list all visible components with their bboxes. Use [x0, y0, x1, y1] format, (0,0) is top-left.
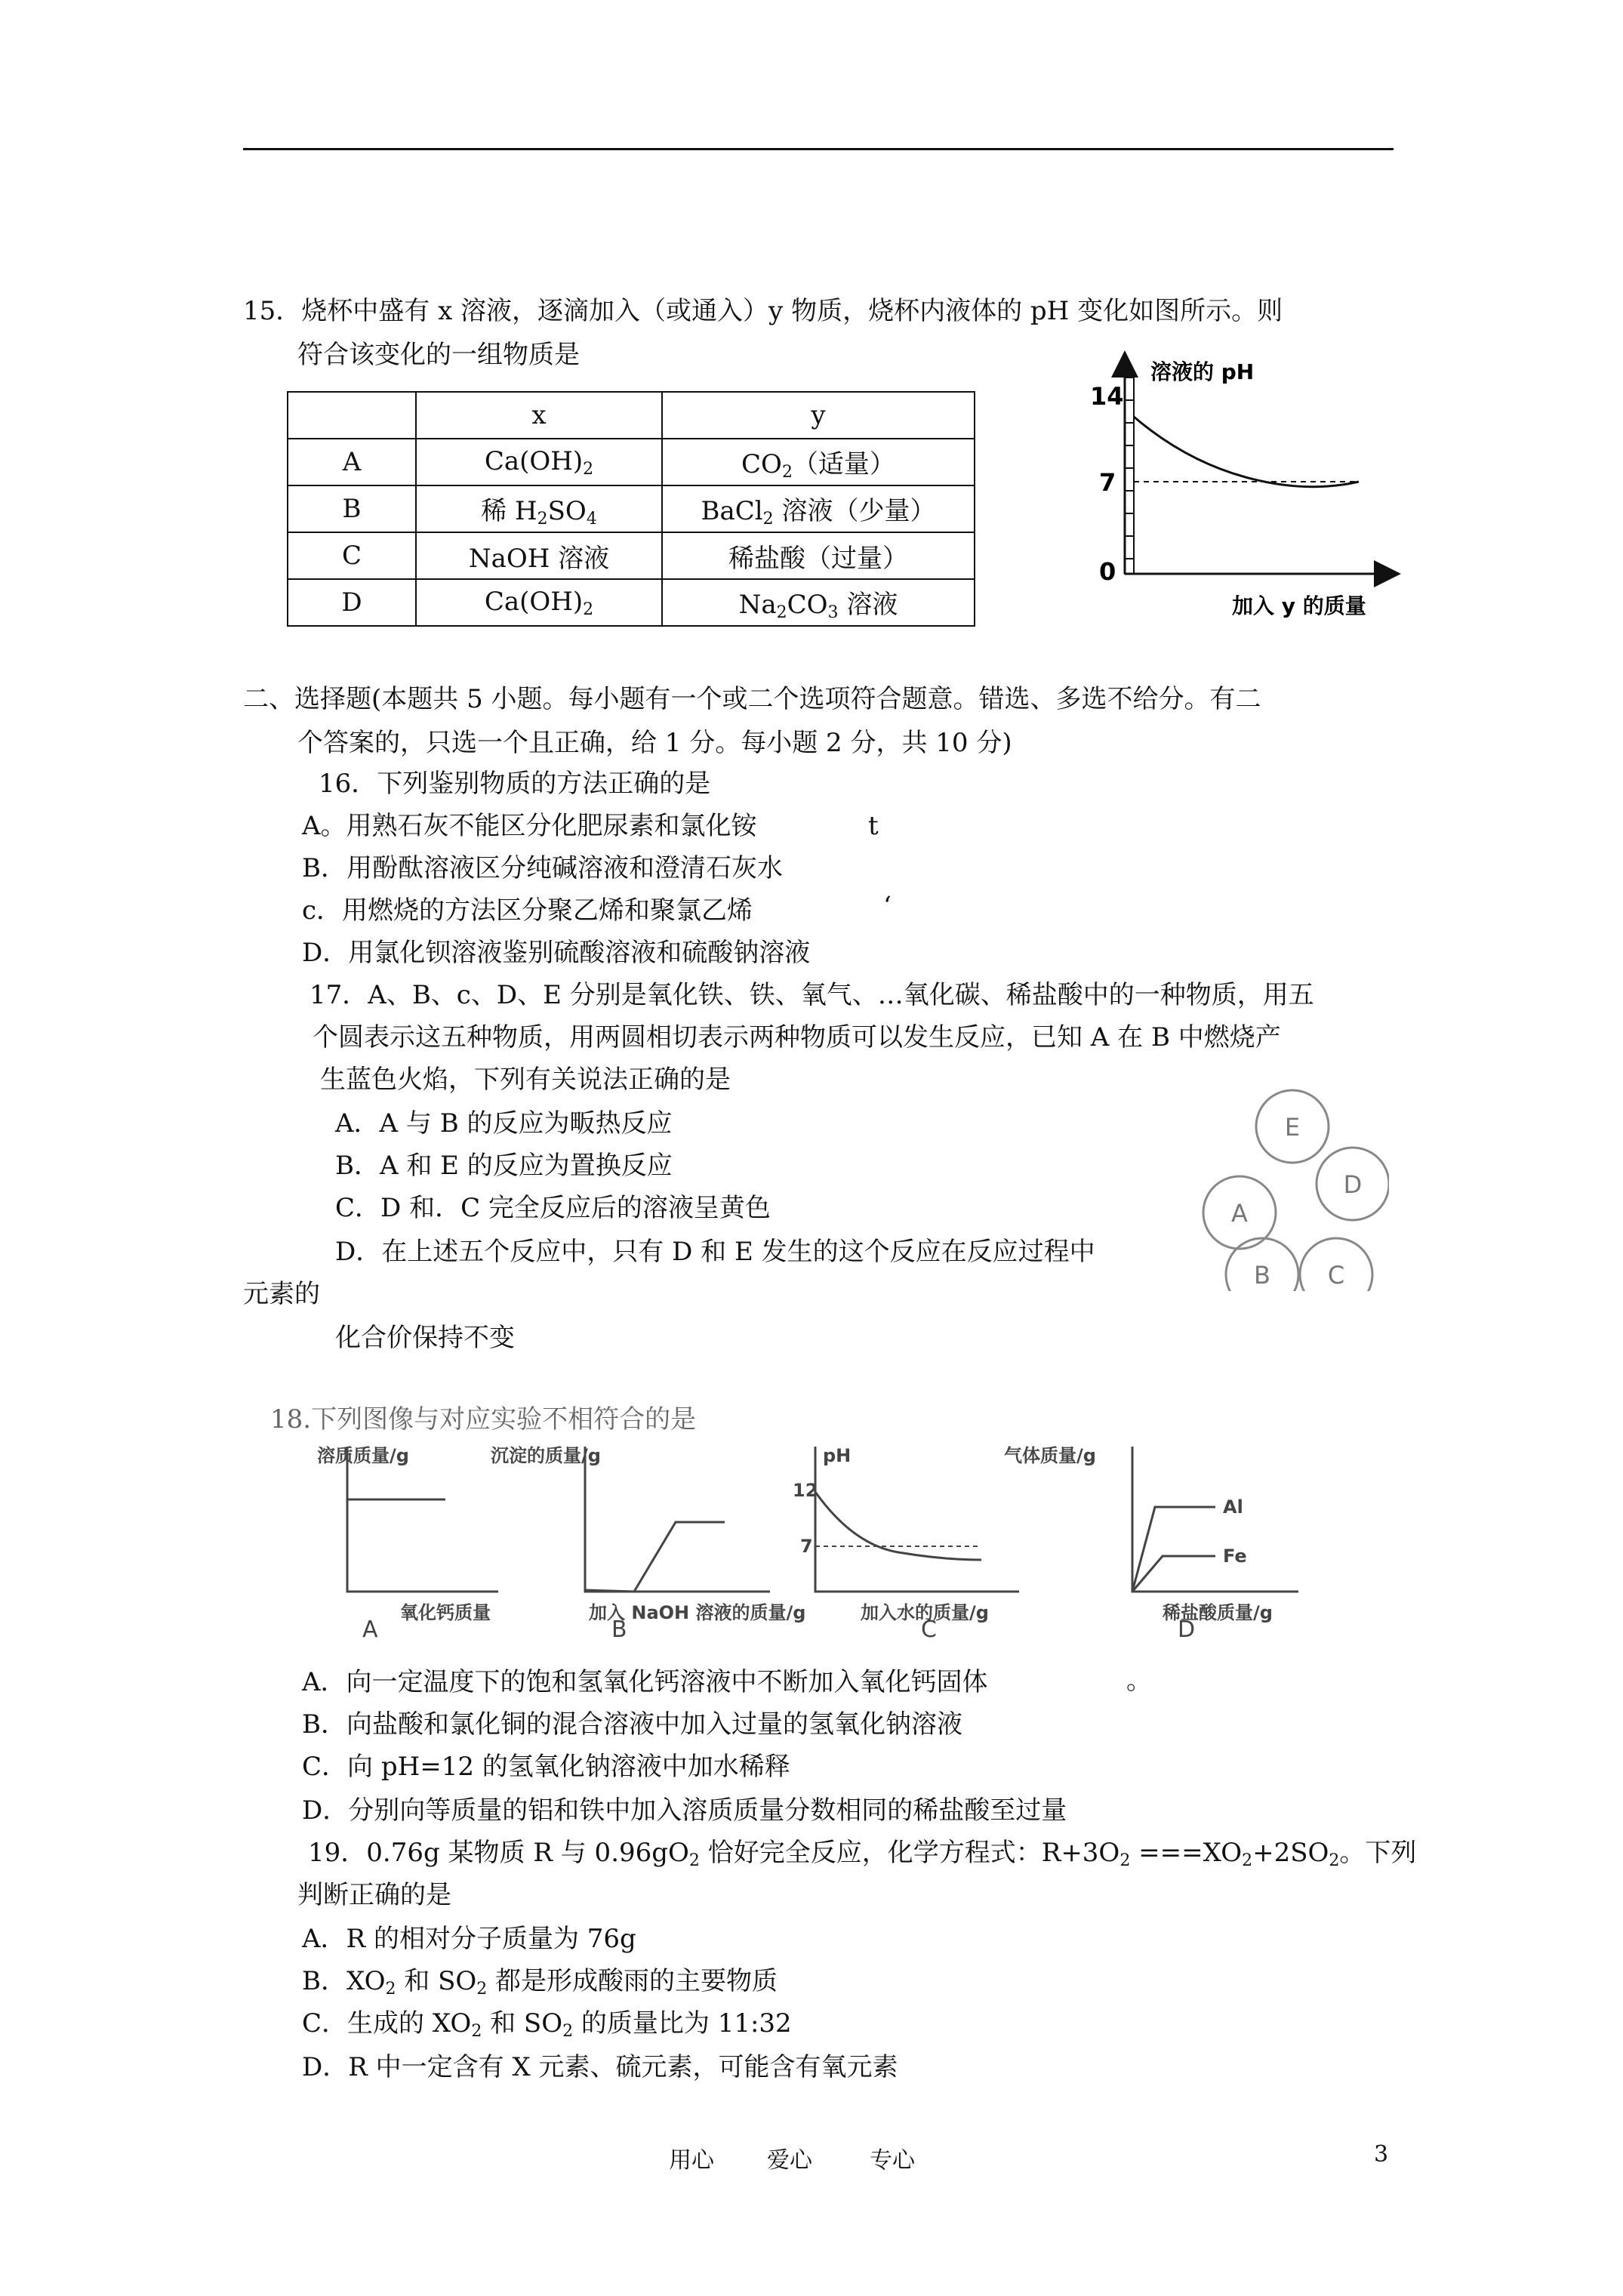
table-row — [288, 579, 975, 626]
q18-option-a: A．向一定温度下的饱和氢氧化钙溶液中不断加入氧化钙固体 — [302, 1667, 988, 1697]
table-cell: $CO_2$（适量） — [662, 439, 975, 485]
table-cell: B — [288, 485, 416, 532]
y-axis-label: pH — [823, 1445, 852, 1466]
table-row — [288, 532, 975, 579]
x-axis-label: 加入 y 的质量 — [1232, 593, 1366, 618]
q15-table — [287, 391, 975, 627]
q16-option-c: c．用燃烧的方法区分聚乙烯和聚氯乙烯 — [302, 895, 753, 926]
tick-label: 7 — [1099, 468, 1116, 497]
y-axis-label: 溶液的 pH — [1150, 359, 1255, 384]
q17-option-c: C．D 和．C 完全反应后的溶液呈黄色 — [335, 1193, 771, 1223]
stray-mark: t — [868, 811, 879, 841]
x-axis-label: 加入水的质量/g — [861, 1602, 989, 1623]
q18-graphs — [302, 1439, 1329, 1643]
q18-stem: 18.下列图像与对应实验不相符合的是 — [270, 1404, 697, 1435]
graph-letter: B — [611, 1616, 627, 1643]
q17-option-d: D．在上述五个反应中，只有 D 和 E 发生的这个反应在反应过程中 — [335, 1237, 1095, 1267]
q19-option-b: B．$XO_2$ 和 $SO_2$ 都是形成酸雨的主要物质 — [302, 1966, 778, 1999]
q16-option-b: B．用酚酞溶液区分纯碱溶液和澄清石灰水 — [302, 853, 783, 883]
circle-label: C — [1327, 1261, 1345, 1290]
x-axis-label: 稀盐酸质量/g — [1163, 1602, 1273, 1623]
q17-continuation: 化合价保持不变 — [335, 1323, 515, 1353]
table-cell: $Na_2CO_3$ 溶液 — [662, 579, 975, 626]
q19-option-d: D．R 中一定含有 X 元素、硫元素，可能含有氧元素 — [302, 2052, 898, 2082]
table-cell: $Ca(OH)_2$ — [416, 439, 662, 485]
x-axis-label: 氧化钙质量 — [400, 1602, 491, 1623]
graph-letter: A — [362, 1616, 378, 1643]
footer-motto: 专心 — [870, 2147, 915, 2174]
table-cell: D — [288, 579, 416, 626]
q16-option-a: A。用熟石灰不能区分化肥尿素和氯化铵 — [302, 811, 757, 841]
q19-line1: 19．0.76g 某物质 R 与 $0.96gO_2$ 恰好完全反应，化学方程式：$R+3O_2 ===XO_2+2SO_2$。下列 — [308, 1838, 1417, 1870]
q19-line2: 判断正确的是 — [297, 1880, 451, 1910]
table-cell: A — [288, 439, 416, 485]
ph-curve — [1134, 417, 1359, 487]
q15-ph-graph — [1072, 347, 1404, 627]
series-label: Fe — [1223, 1546, 1247, 1567]
x-axis-label: 加入 NaOH 溶液的质量/g — [589, 1602, 806, 1623]
q18-option-c: C．向 pH=12 的氢氧化钠溶液中加水稀释 — [302, 1752, 790, 1782]
stray-mark: 。 — [1126, 1666, 1152, 1696]
table-cell: y — [662, 392, 975, 439]
q17-line3: 生蓝色火焰，下列有关说法正确的是 — [320, 1065, 731, 1095]
circle-label: A — [1231, 1199, 1248, 1228]
q18-option-d: D．分别向等质量的铝和铁中加入溶质质量分数相同的稀盐酸至过量 — [302, 1795, 1067, 1826]
table-cell: x — [416, 392, 662, 439]
footer-motto: 用心 — [669, 2147, 714, 2174]
tick-label: 7 — [800, 1536, 813, 1557]
stray-mark: ‘ — [883, 891, 892, 921]
q17-continuation: 元素的 — [243, 1279, 320, 1309]
table-row — [288, 439, 975, 485]
y-axis-label: 沉淀的质量/g — [491, 1445, 601, 1466]
circle-label: B — [1254, 1261, 1270, 1290]
q16-stem: 16．下列鉴别物质的方法正确的是 — [319, 769, 711, 799]
q17-option-b: B．A 和 E 的反应为置换反应 — [335, 1151, 673, 1181]
circle-label: D — [1343, 1170, 1363, 1199]
table-row — [288, 392, 975, 439]
table-cell: 稀 $H_2SO_4$ — [416, 485, 662, 532]
q15-line2: 符合该变化的一组物质是 — [297, 340, 580, 370]
table-cell: NaOH 溶液 — [416, 532, 662, 579]
section2-line2: 个答案的，只选一个且正确，给 1 分。每小题 2 分，共 10 分) — [297, 728, 1012, 758]
table-cell: 稀盐酸（过量） — [662, 532, 975, 579]
table-cell: $Ca(OH)_2$ — [416, 579, 662, 626]
graph-letter: C — [921, 1616, 937, 1643]
q17-line1: 17．A、B、c、D、E 分别是氧化铁、铁、氧气、…氧化碳、稀盐酸中的一种物质，用五 — [310, 980, 1314, 1010]
page-number: 3 — [1374, 2141, 1389, 2168]
tick-label: 0 — [1099, 557, 1116, 586]
circle-label: E — [1284, 1113, 1301, 1142]
q17-line2: 个圆表示这五种物质，用两圆相切表示两种物质可以发生反应，已知 A 在 B 中燃烧产 — [313, 1022, 1281, 1052]
y-axis-label: 气体质量/g — [1004, 1445, 1096, 1466]
header-rule — [243, 148, 1394, 150]
y-axis-label: 溶质质量/g — [317, 1445, 409, 1466]
q17-option-a: A．A 与 B 的反应为畈热反应 — [335, 1108, 673, 1139]
q17-circles-diagram — [1178, 1072, 1389, 1291]
q19-option-c: C．生成的 $XO_2$ 和 $SO_2$ 的质量比为 11:32 — [302, 2008, 792, 2041]
tick-label: 14 — [1090, 382, 1124, 411]
table-cell: BaCl$_2$ 溶液（少量） — [662, 485, 975, 532]
q19-option-a: A．R 的相对分子质量为 76g — [302, 1924, 636, 1954]
graph-letter: D — [1178, 1616, 1196, 1643]
tick-label: 12 — [793, 1480, 818, 1501]
section2-line1: 二、选择题(本题共 5 小题。每小题有一个或二个选项符合题意。错选、多选不给分。有二 — [243, 684, 1261, 714]
table-row — [288, 485, 975, 532]
table-cell — [288, 392, 416, 439]
footer-motto: 爱心 — [767, 2147, 812, 2174]
series-label: Al — [1223, 1496, 1243, 1518]
table-cell: C — [288, 532, 416, 579]
q18-option-b: B．向盐酸和氯化铜的混合溶液中加入过量的氢氧化钠溶液 — [302, 1709, 962, 1740]
q16-option-d: D．用氯化钡溶液鉴别硫酸溶液和硫酸钠溶液 — [302, 938, 811, 968]
q15-line1: 15．烧杯中盛有 x 溶液，逐滴加入（或通入）y 物质，烧杯内液体的 pH 变化如图所示。则 — [243, 296, 1283, 326]
